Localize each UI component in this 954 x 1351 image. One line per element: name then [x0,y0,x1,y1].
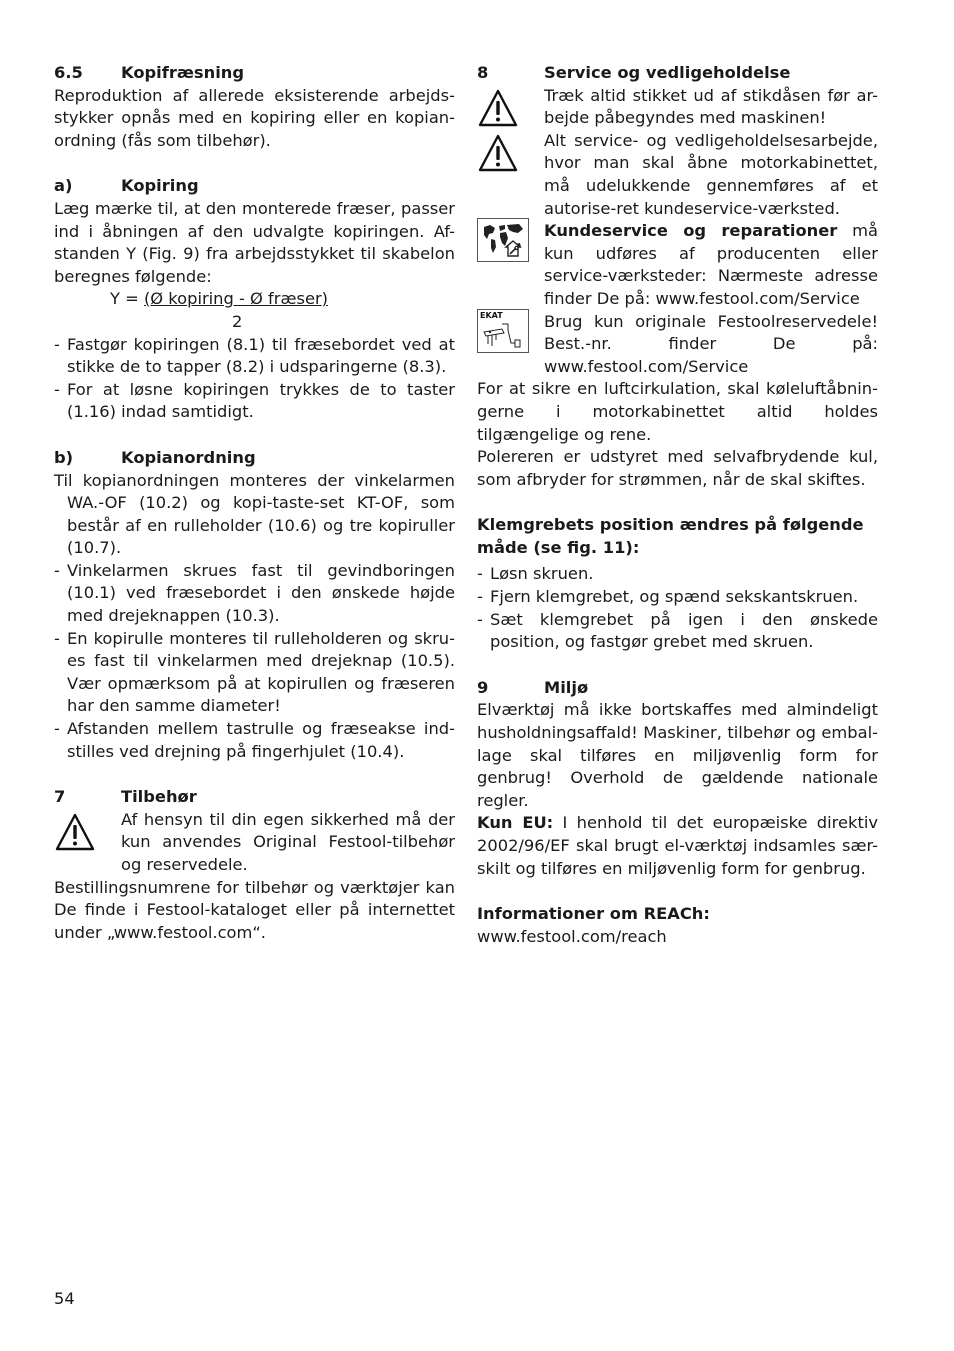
service-rest: må kun udføres af producenten eller service-værksteder: Nærmeste adresse finder De på: www.festool.com/Service [544,221,878,308]
list-item: - Løsn skruen. [477,564,594,584]
warning-triangle-icon [54,812,96,852]
ekat-text: Brug kun originale Festoolreservedele! Best.-nr. finder De på: www.festool.com/Service [544,311,878,376]
section-number: 9 [477,677,489,697]
warning-triangle-icon [477,88,519,128]
right-column [477,62,878,948]
section-7-warning: Af hensyn til din egen sikkerhed må der kun anvendes Original Festool-tilbehør og reservedele. [121,809,455,874]
section-number: 8 [477,63,489,82]
world-service-icon [477,218,529,262]
eu-bold: Kun EU: [477,813,554,833]
section-8-warning-1: Træk altid stikket ud af stikdåsen før ar-bejde påbegyndes med maskinen! [544,85,878,128]
section-number: 7 [54,787,66,807]
reach-heading: Informationer om REACh: [477,904,710,924]
section-number: a) [54,176,73,196]
list-item: - Fjern klemgrebet, og spænd sekskantskruen. [477,587,859,607]
section-title: Tilbehør [121,787,197,807]
formula-numerator: (Ø kopiring - Ø fræser) [143,289,329,309]
section-b-intro: Til kopianordningen monteres der vinkelarmen WA.-OF (10.2) og kopi-taste-set KT-OF, som består af en rulleholder (10.6) og tre kopiruller (10.7). [54,470,455,558]
section-a-heading [54,175,455,198]
section-6-5-body: Reproduktion af allerede eksisterende arbejds-stykker opnås med en kopiring eller en kopian-ordning (fås som tilbehør). [54,85,455,150]
formula-denominator: 2 [232,311,243,331]
formula-prefix: Y = [110,289,144,309]
warning-block [54,809,455,877]
klemgreb-heading: Klemgrebets position ændres på følgende måde (se fig. 11): [477,515,864,557]
list-item: - For at løsne kopiringen trykkes de to taster (1.16) indad samtidigt. [54,379,455,422]
section-title: Kopianordning [121,447,256,467]
section-8-heading [477,62,878,85]
page-number: 54 [54,1289,75,1308]
warning-block-2 [477,130,878,220]
section-8-paragraph-1: For at sikre en luftcirkulation, skal køleluftåbnin-gerne i motorkabinettet altid holdes tilgængelige og rene. [477,379,878,444]
section-title: Kopiring [121,176,199,196]
left-column [54,62,455,944]
section-9-heading [477,677,878,700]
list-item: - Fastgør kopiringen (8.1) til fræsebordet ved at stikke de to tapper (8.2) i udsparingerne (8.3). [54,334,455,377]
ekat-catalog-icon [477,309,529,353]
section-7-body: Bestillingsnumrene for tilbehør og værktøjer kan De finde i Festool-kataloget eller på internettet under „www.festool.com“. [54,877,455,942]
section-number: 6.5 [54,63,83,82]
section-9-body: Elværktøj må ikke bortskaffes med almindeligt husholdningsaffald! Maskiner, tilbehør og embal-lage skal tilføres en miljøvenlig form for genbrug! Overhold de gældende nationale regler. [477,700,878,810]
reach-url: www.festool.com/reach [477,926,667,946]
section-number: b) [54,447,74,467]
eu-rest: I henhold til det europæiske direktiv 2002/96/EF skal brugt el-værktøj indsamles sær-skilt og tilføres en miljøvenlig form for genbrug. [477,813,878,878]
list-item: - En kopirulle monteres til rulleholderen og skru-es fast til vinkelarmen med drejeknap (10.5). Vær opmærksom på at kopirullen og fræseren har den samme diameter! [54,628,455,716]
warning-triangle-icon [477,133,519,173]
service-block [477,220,878,310]
section-title: Miljø [544,677,589,697]
ekat-block [477,311,878,379]
service-bold: Kundeservice og reparationer [544,221,838,241]
section-a-body: Læg mærke til, at den monterede fræser, passer ind i åbningen af den udvalgte kopiringen. Af-standen Y (Fig. 9) fra arbejdsstykket til skabelon beregnes følgende: [54,198,455,286]
section-8-paragraph-2: Polereren er udstyret med selvafbrydende kul, som afbryder for strømmen, når de skal skiftes. [477,447,878,489]
service-text [544,220,878,310]
ekat-label: EKAT [480,310,503,320]
list-item: - Sæt klemgrebet på igen i den ønskede position, og fastgør grebet med skruen. [477,609,878,652]
section-7-heading [54,786,455,809]
formula-line [54,288,455,311]
list-item: - Vinkelarmen skrues fast til gevindboringen (10.1) ved fræsebordet i den ønskede højde med drejeknappen (10.3). [54,560,455,626]
list-item: - Afstanden mellem tastrulle og fræseakse ind-stilles ved drejning på fingerhjulet (10.4). [54,719,455,761]
section-title: Service og vedligeholdelse [544,63,791,82]
section-8-warning-2: Alt service- og vedligeholdelsesarbejde, hvor man skal åbne motorkabinettet, må udelukkende gennemføres af et autorise-ret kundeservice-værksted. [544,130,878,218]
warning-block-1 [477,85,878,130]
section-6-5-heading [54,62,455,85]
section-9-eu [477,812,878,880]
section-title: Kopifræsning [121,63,245,82]
section-b-heading [54,447,455,470]
